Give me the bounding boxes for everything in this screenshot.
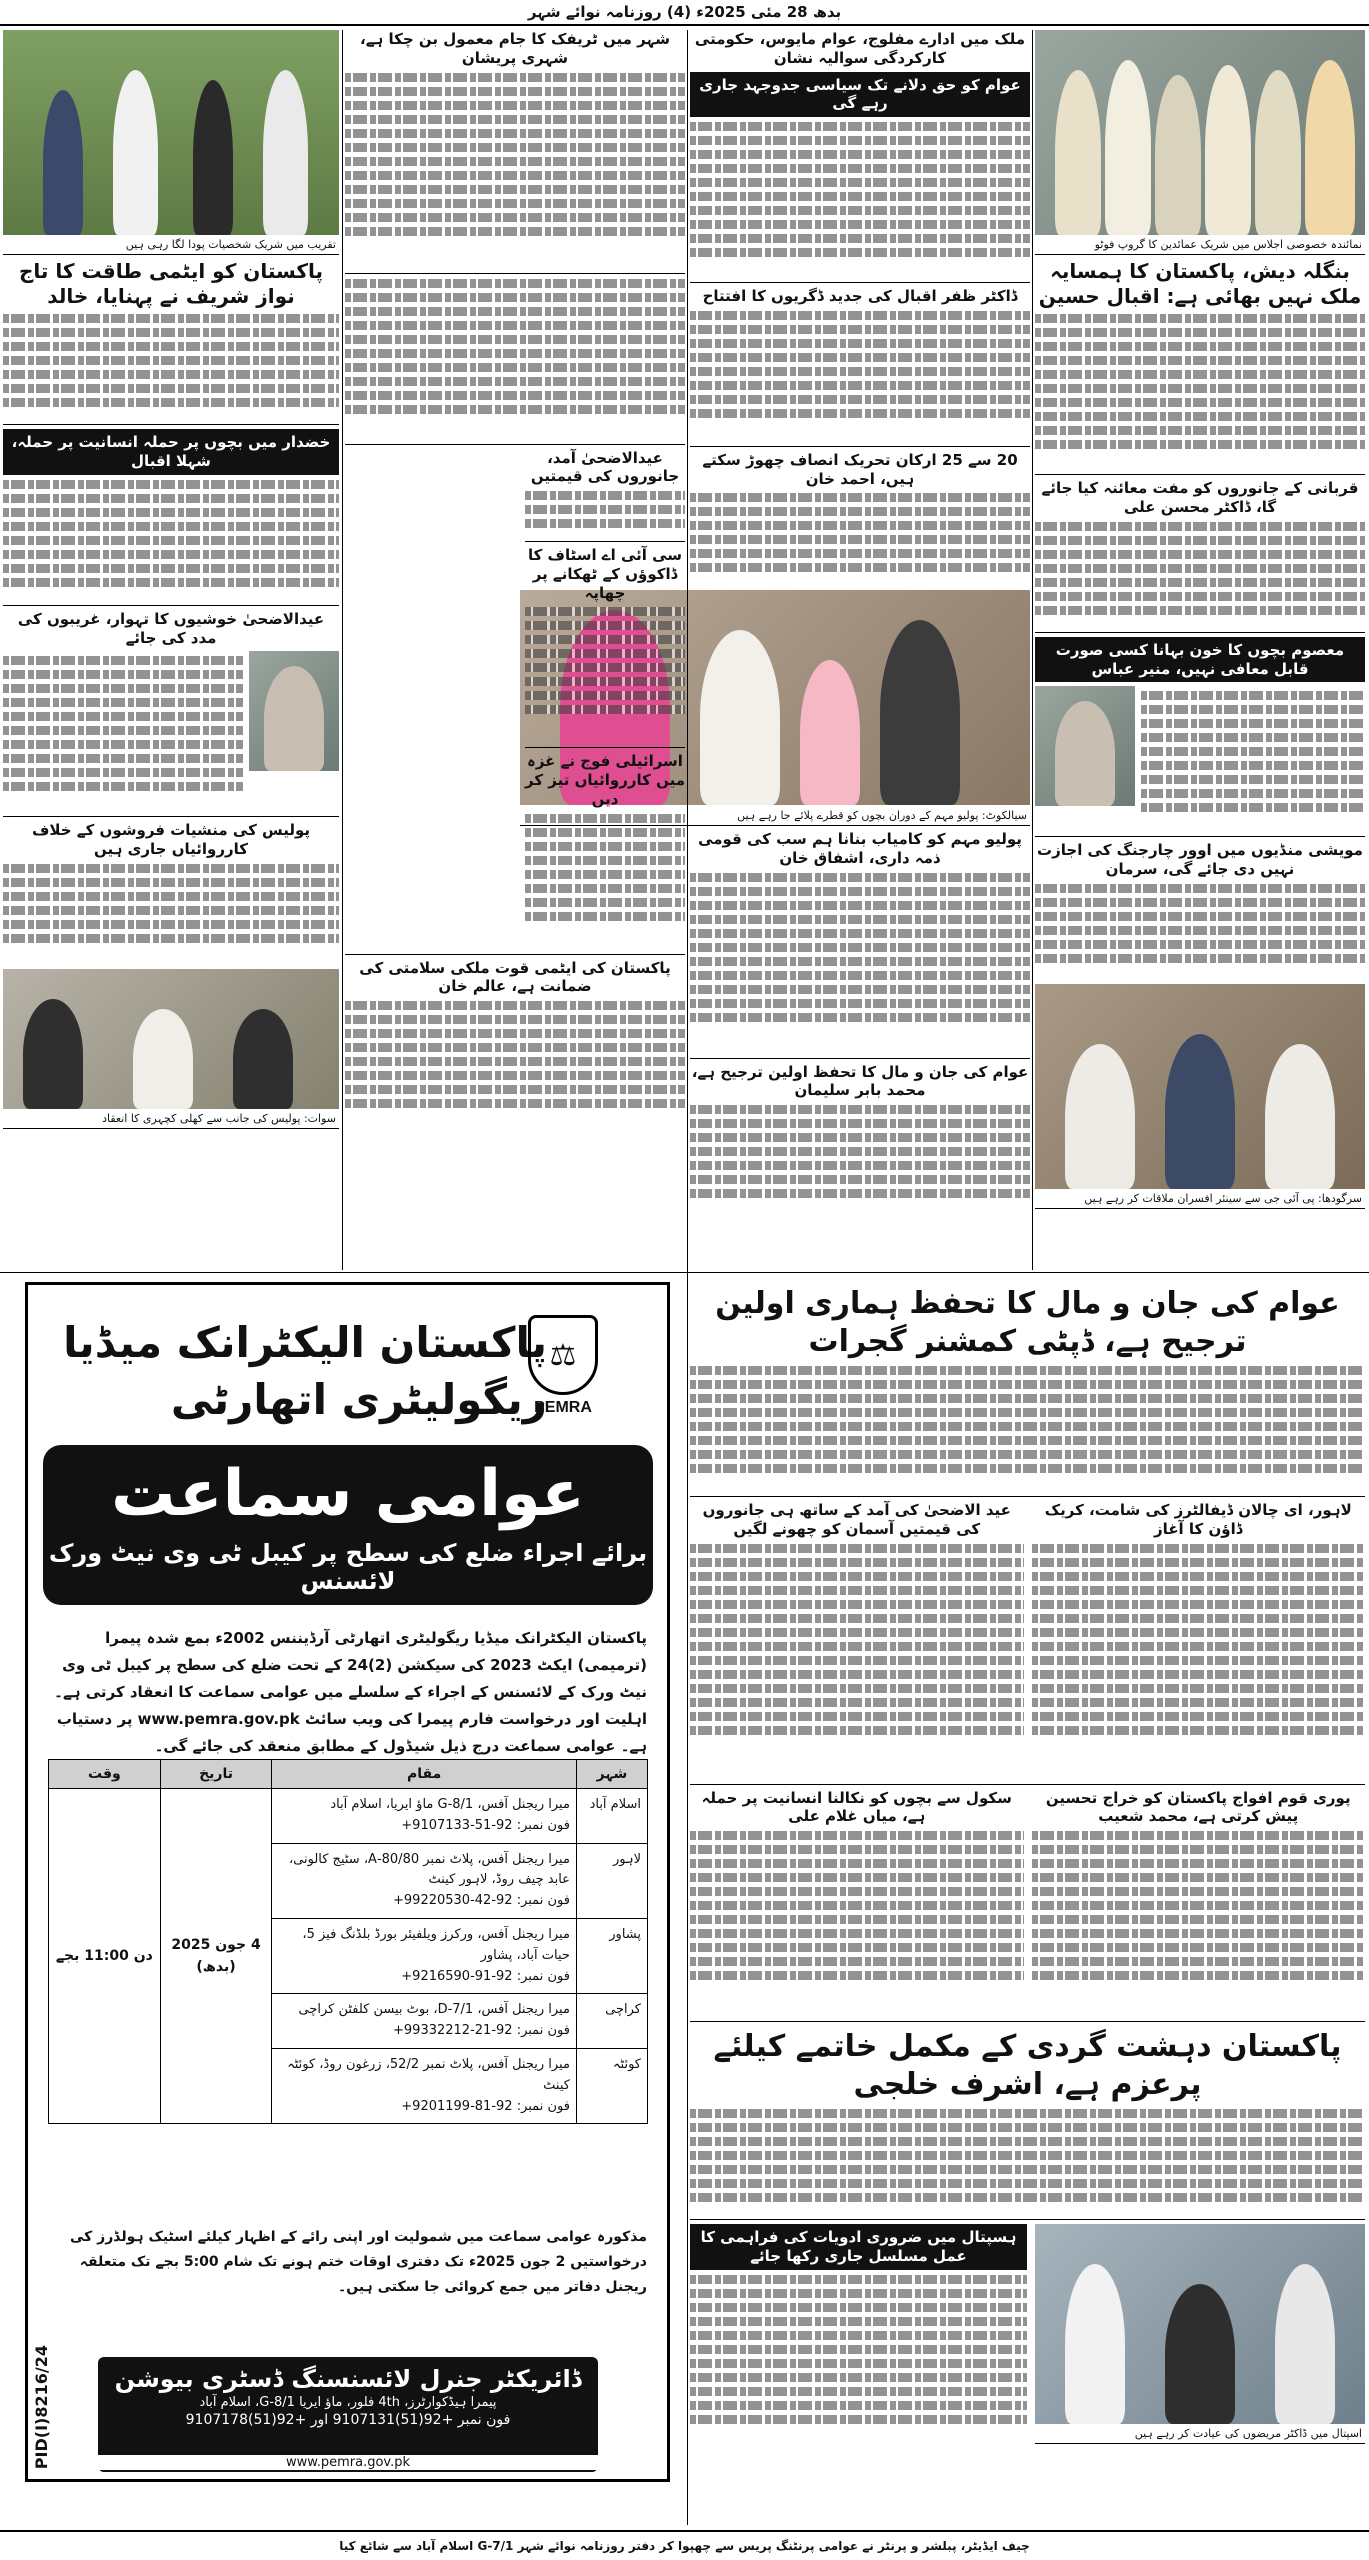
article-body <box>525 607 685 747</box>
article-body <box>1032 1544 1366 1784</box>
article-body <box>525 814 685 954</box>
headline-police: پولیس کی منشیات فروشوں کے خلاف کارروائیاں جاری ہیں <box>31 821 311 859</box>
headline-degrees: ڈاکٹر ظفر اقبال کی جدید ڈگریوں کا افتتاح <box>702 287 1018 305</box>
article-body <box>1032 1831 1366 2021</box>
ad-note: مذکورہ عوامی سماعت میں شمولیت اور اپنی رائے کے اظہار کیلئے اسٹیک ہولڈرز کی درخواستیں 2 جون 2025ء تک دفتری اوقات ختم ہونے تک شام 5:00 بجے تک متعلقہ ریجنل دفاتر میں جمع کروائی جا سکتی ہیں۔ <box>69 2229 647 2296</box>
article-body <box>1035 522 1365 632</box>
masthead: بدھ 28 مئی 2025ء (4) روزنامہ نوائے شہر <box>0 0 1369 26</box>
article-body <box>525 491 685 541</box>
table-row: کوئٹہ میرا ریجنل آفس، پلاٹ نمبر 52/2، زرغون روڈ، کوئٹہ کینٹ فون نمبر: 92-81-9201199+ <box>49 2048 648 2123</box>
headline-terrorism: پاکستان دہشت گردی کے مکمل خاتمے کیلئے پرعزم ہے، اشرف خلجی <box>713 2029 1342 2102</box>
caption-meeting: سرگودھا: پی آئی جی سے سینئر افسران ملاقات کر رہے ہیں <box>1035 1189 1365 1209</box>
column-center-right <box>690 30 1030 588</box>
caption-polio: سیالکوٹ: پولیو مہم کے دوران بچوں کو قطرے پلائے جا رہے ہیں <box>520 806 1030 826</box>
headline-gujrat: عوام کی جان و مال کا تحفظ ہماری اولین ترجیح ہے، ڈپٹی کمشنر گجرات <box>715 1286 1340 1359</box>
article-body <box>690 873 1030 1058</box>
caption-plantation: تقریب میں شریک شخصیات پودا لگا رہی ہیں <box>3 235 339 255</box>
article-body <box>3 480 339 605</box>
article-body <box>690 493 1030 588</box>
hearing-schedule-table <box>48 1759 648 2124</box>
caption-police: سوات: پولیس کی جانب سے کھلی کچہری کا انعقاد <box>3 1109 339 1129</box>
header-time: وقت <box>49 1760 161 1789</box>
header-date: تاریخ <box>160 1760 272 1789</box>
headline-animals: قربانی کے جانوروں کو مفت معائنہ کیا جائے گا، ڈاکٹر محسن علی <box>1041 479 1359 517</box>
plantation-photo <box>3 30 339 235</box>
headline-nuclear: پاکستان کی ایٹمی قوت ملکی سلامتی کی ضمانت ہے، عالم خان <box>359 958 671 996</box>
headline-eid-animals: عید الاضحیٰ کی آمد کے ساتھ ہی جانوروں کی قیمتیں آسمان کو چھونے لگیں <box>702 1501 1011 1538</box>
headline-pti: 20 سے 25 ارکان تحریک انصاف چھوڑ سکتے ہیں، احمد خان <box>702 450 1018 488</box>
header-venue: مقام <box>272 1760 577 1789</box>
article-body <box>690 311 1030 446</box>
lower-right-section <box>690 1285 1365 2455</box>
caption-hospital: اسپتال میں ڈاکٹر مریضوں کی عیادت کر رہے ہیں <box>1035 2424 1365 2444</box>
banner-title: عوامی سماعت <box>111 1457 585 1531</box>
headline-army: پوری قوم افواج پاکستان کو خراج تحسین پیش کرتی ہے، محمد شعیب <box>1045 1788 1351 1826</box>
headline-khuzdar: خضدار میں بچوں پر حملہ انسانیت پر حملہ، شہلا اقبال <box>3 429 339 475</box>
headline-institutions: ملک میں ادارے مفلوج، عوام مایوس، حکومتی کارکردگی سوالیہ نشان <box>694 30 1026 67</box>
hearing-date: 4 جون 2025 (بدھ) <box>160 1789 272 2124</box>
pemra-logo-text: PEMRA <box>534 1399 592 1416</box>
pemra-advertisement <box>25 1282 670 2482</box>
ad-website-link[interactable]: www.pemra.gov.pk <box>98 2455 598 2470</box>
article-body <box>690 1831 1024 2021</box>
headline-bangladesh: بنگلہ دیش، پاکستان کا ہمسایہ ملک نہیں بھائی ہے: اقبال حسین <box>1038 259 1362 309</box>
article-body <box>690 1105 1030 1230</box>
headline-echallan: لاہور، ای چالان ڈیفالٹرز کی شامت، کریک ڈاؤن کا آغاز <box>1044 1501 1352 1538</box>
column-left <box>3 30 339 1129</box>
article-with-portrait <box>3 651 339 816</box>
pemra-emblem-icon: ⚖ <box>528 1315 598 1395</box>
table-row: لاہور میرا ریجنل آفس، پلاٹ نمبر 80/80-A، سٹیج کالونی، عابد چیف روڈ، لاہور کینٹ فون نمبر: 92-42-99220530+ <box>49 1843 648 1918</box>
headline-cia-raid: سی آئی اے اسٹاف کا ڈاکوؤں کے ٹھکانے پر چھاپہ <box>527 546 683 602</box>
headline-security: عوام کی جان و مال کا تحفظ اولین ترجیح ہے، محمد بابر سلیمان <box>691 1062 1029 1100</box>
article-body <box>690 1544 1024 1784</box>
article-body <box>690 2275 1027 2455</box>
article-body <box>690 1366 1365 1496</box>
headline-children: معصوم بچوں کا خون بہانا کسی صورت قابل معافی نہیں، منیر عباس <box>1035 637 1365 683</box>
column-center-right-lower <box>690 830 1030 1230</box>
ad-pid-number: PID(I)8216/24 <box>32 2345 51 2470</box>
article-body <box>3 864 339 969</box>
headline-israel: اسرائیلی فوج نے غزہ میں کارروائیاں تیز کر دیں <box>525 752 685 808</box>
ad-intro: پاکستان الیکٹرانک میڈیا ریگولیٹری اتھارٹی آرڈیننس 2002ء بمع شدہ پیمرا (ترمیمی) ایکٹ 2023 کی سیکشن (2)24 کے تحت ضلع کی سطح پر کیبل ٹی وی نیٹ ورک کے لائسنس کے اجراء کے سلسلے میں عوامی سماعت کا انعقاد کرتی ہے۔ اہلیت اور درخواست فارم پیمرا کی ویب سائٹ www.pemra.gov.pk پر دستیاب ہے۔ عوامی سماعت درج ذیل شیڈول کے مطابق منعقد کی جائے گی۔ <box>54 1629 647 1755</box>
article-body <box>345 279 685 444</box>
headline-hospital: ہسپتال میں ضروری ادویات کی فراہمی کا عمل مسلسل جاری رکھا جائے <box>690 2224 1027 2270</box>
headline-traffic: شہر میں ٹریفک کا جام معمول بن چکا ہے، شہری پریشان <box>360 30 670 67</box>
police-photo <box>3 969 339 1109</box>
article-with-portrait <box>1035 686 1365 836</box>
table-row: کراچی میرا ریجنل آفس، D-7/1، بوٹ بیسن کلفٹن کراچی فون نمبر: 92-21-99332212+ <box>49 1994 648 2049</box>
header-city: شہر <box>576 1760 647 1789</box>
article-body <box>345 73 685 273</box>
contact-title: ڈائریکٹر جنرل لائسنسنگ ڈسٹری بیوشن <box>114 2365 582 2393</box>
pemra-logo <box>508 1315 618 1435</box>
ad-org-name: پاکستان الیکٹرانک میڈیا ریگولیٹری اتھارٹی <box>63 1318 547 1424</box>
article-body <box>690 2109 1365 2219</box>
article-body <box>3 314 339 424</box>
headline-eid-help: عیدالاضحیٰ خوشیوں کا تہوار، غریبوں کی مدد کی جائے <box>17 609 325 647</box>
article-body <box>345 1001 685 1131</box>
article-body <box>1035 884 1365 984</box>
headline-school: سکول سے بچوں کو نکالنا انسانیت پر حملہ ہے، میاں غلام علی <box>701 1788 1012 1826</box>
caption-1: نمائندہ خصوصی اجلاس میں شریک عمائدین کا گروپ فوٹو <box>1035 235 1365 255</box>
meeting-photo <box>1035 984 1365 1189</box>
headline-polio: پولیو مہم کو کامیاب بنانا ہم سب کی قومی ذمہ داری، اشفاق خان <box>698 830 1022 867</box>
table-row: پشاور میرا ریجنل آفس، ورکرز ویلفیئر بورڈ بلڈنگ فیز 5، حیات آباد، پشاور فون نمبر: 92-91-9216590+ <box>49 1918 648 1993</box>
column-right <box>1035 30 1365 1209</box>
headline-nawaz: پاکستان کو ایٹمی طاقت کا تاج نواز شریف نے پہنایا، خالد <box>18 259 324 309</box>
portrait-photo <box>1035 686 1135 806</box>
table-row: اسلام آباد میرا ریجنل آفس، G-8/1 ماؤ ایریا، اسلام آباد فون نمبر: 92-51-9107133+ 4 جون 2025 (بدھ) دن 11:00 بجے <box>49 1789 648 1844</box>
imprint-footer: چیف ایڈیٹر، پبلشر و پرنٹر نے عوامی پرنٹنگ پریس سے چھپوا کر دفتر روزنامہ نوائے شہر G-7/1 اسلام آباد سے شائع کیا <box>0 2530 1369 2560</box>
column-center-left <box>345 30 685 1131</box>
headline-eid-prices: عیدالاضحیٰ آمد، جانوروں کی قیمتیں <box>530 448 680 486</box>
contact-address: پیمرا ہیڈکوارٹرز، 4th فلور، ماؤ ایریا G-8/1، اسلام آباد <box>199 2395 497 2410</box>
hearing-time: دن 11:00 بجے <box>49 1789 161 2124</box>
article-body <box>690 122 1030 282</box>
banner-subtitle: برائے اجراء ضلع کی سطح پر کیبل ٹی وی نیٹ ورک لائسنس <box>48 1539 648 1595</box>
headline-markets: مویشی منڈیوں میں اوور چارجنگ کی اجازت نہیں دی جائے گی، سرمان <box>1037 841 1363 879</box>
ad-banner <box>43 1445 653 1605</box>
group-photo <box>1035 30 1365 235</box>
table-header-row <box>49 1760 648 1789</box>
headline-rights: عوام کو حق دلانے تک سیاسی جدوجہد جاری رہے گی <box>690 72 1030 118</box>
hospital-photo <box>1035 2224 1365 2424</box>
article-body <box>1035 314 1365 474</box>
portrait-photo <box>249 651 339 771</box>
contact-phone: فون نمبر +92(51)9107131 اور +92(51)9107178 <box>185 2412 511 2428</box>
